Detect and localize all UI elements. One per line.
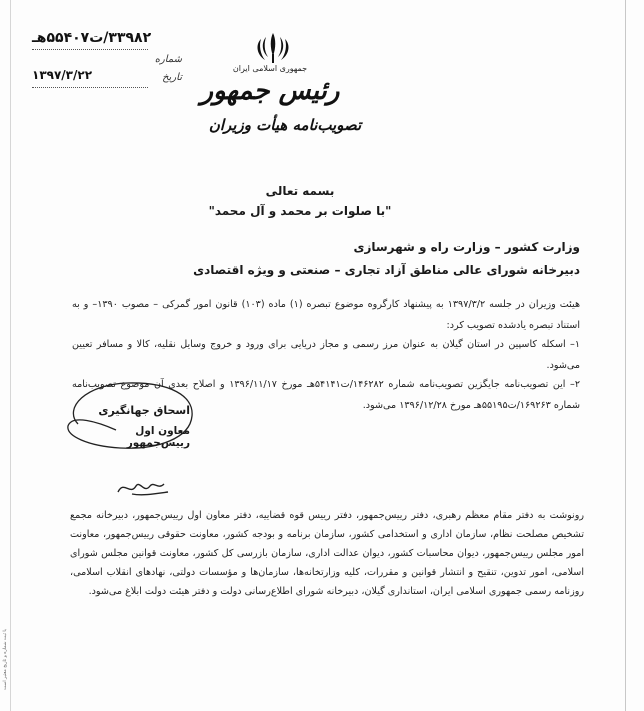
body-paragraph-3: ۲– این تصویب‌نامه جایگزین تصویب‌نامه شماره ۱۴۶۲۸۲/ت۵۴۱۴۱هـ مورخ ۱۳۹۶/۱۱/۱۷ و اصلاح بعدی آن موضوع تصویب‌نامه شماره ۱۶۹۲۶۳/ت۵۵۱۹۵هـ مورخ ۱۳۹۶/۱۲/۲۸ می‌شود. xyxy=(72,379,580,411)
iran-emblem-icon xyxy=(253,30,293,66)
basmala: بسمه تعالی xyxy=(265,184,335,198)
number-label-row xyxy=(32,54,182,68)
number-label: شماره xyxy=(154,54,182,65)
body-paragraph-2: ۱– اسکله کاسپین در استان گیلان به عنوان مرز رسمی و مجاز دریایی برای ورود و خروج وسایل نقلیه، کالا و مسافر تعیین می‌شود. xyxy=(72,339,580,371)
signatory-name: اسحاق جهانگیری xyxy=(98,404,190,417)
margin-note xyxy=(2,630,12,705)
margin-note-text: با ثبت شماره و تاریخ معتبر است xyxy=(3,629,8,690)
number-row xyxy=(32,30,182,54)
body-paragraph-1: هیئت وزیران در جلسه ۱۳۹۷/۳/۲ به پیشنهاد کارگروه موضوع تبصره (۱) ماده (۱۰۳) قانون امور گمرکی – مصوب ۱۳۹۰– و به استناد تبصره یادشده تصویب کرد: xyxy=(72,299,581,331)
meta-block xyxy=(32,30,182,92)
right-margin-line xyxy=(625,0,626,711)
country-name: جمهوری اسلامی ایران xyxy=(232,64,308,73)
carbon-copy-paragraph: رونوشت به دفتر مقام معظم رهبری، دفتر رییس‌جمهور، دفتر رییس قوه قضاییه، دفتر معاون اول رییس‌جمهور، دبیرخانه مجمع تشخیص مصلحت نظام، سازمان اداری و استخدامی کشور، سازمان برنامه و بودجه کشور، معاونت حقوقی رییس‌جمهور، معاونت امور مجلس رییس‌جمهور، دیوان محاسبات کشور، دیوان عدالت اداری، سازمان بازرسی کل کشور، معاونت قوانین مجلس شورای اسلامی، امور تدوین، تنقیح و انتشار قوانین و مقررات، کلیه وزارتخانه‌ها، سازمان‌ها و مؤسسات دولتی، نهادهای انقلاب اسلامی، روزنامه رسمی جمهوری اسلامی ایران، استانداری گیلان، دبیرخانه شورای اطلاع‌رسانی دولت و دفتر هیئت دولت ابلاغ می‌شود. xyxy=(70,510,584,597)
president-title: رئیس جمهور xyxy=(200,76,340,106)
addressee-line-2: دبیرخانه شورای عالی مناطق آزاد تجاری – صنعتی و ویژه اقتصادی xyxy=(193,263,580,277)
date-row xyxy=(32,68,182,92)
letter-number: ۳۳۹۸۲/ت۵۵۴۰۷هـ xyxy=(32,30,152,46)
handwritten-signature-icon xyxy=(110,466,180,504)
number-underline xyxy=(32,49,148,50)
letter-date: ۱۳۹۷/۳/۲۲ xyxy=(32,68,93,82)
salawat: "با صلوات بر محمد و آل محمد" xyxy=(208,204,392,218)
left-margin-line xyxy=(10,0,11,711)
date-label: تاریخ xyxy=(162,72,182,83)
cabinet-title: تصویب‌نامه هیأت وزیران xyxy=(208,116,362,134)
date-underline xyxy=(32,87,148,88)
signatory-title: معاون اول رییس‌جمهور xyxy=(126,425,190,449)
addressee-line-1: وزارت کشور – وزارت راه و شهرسازی xyxy=(353,240,580,254)
